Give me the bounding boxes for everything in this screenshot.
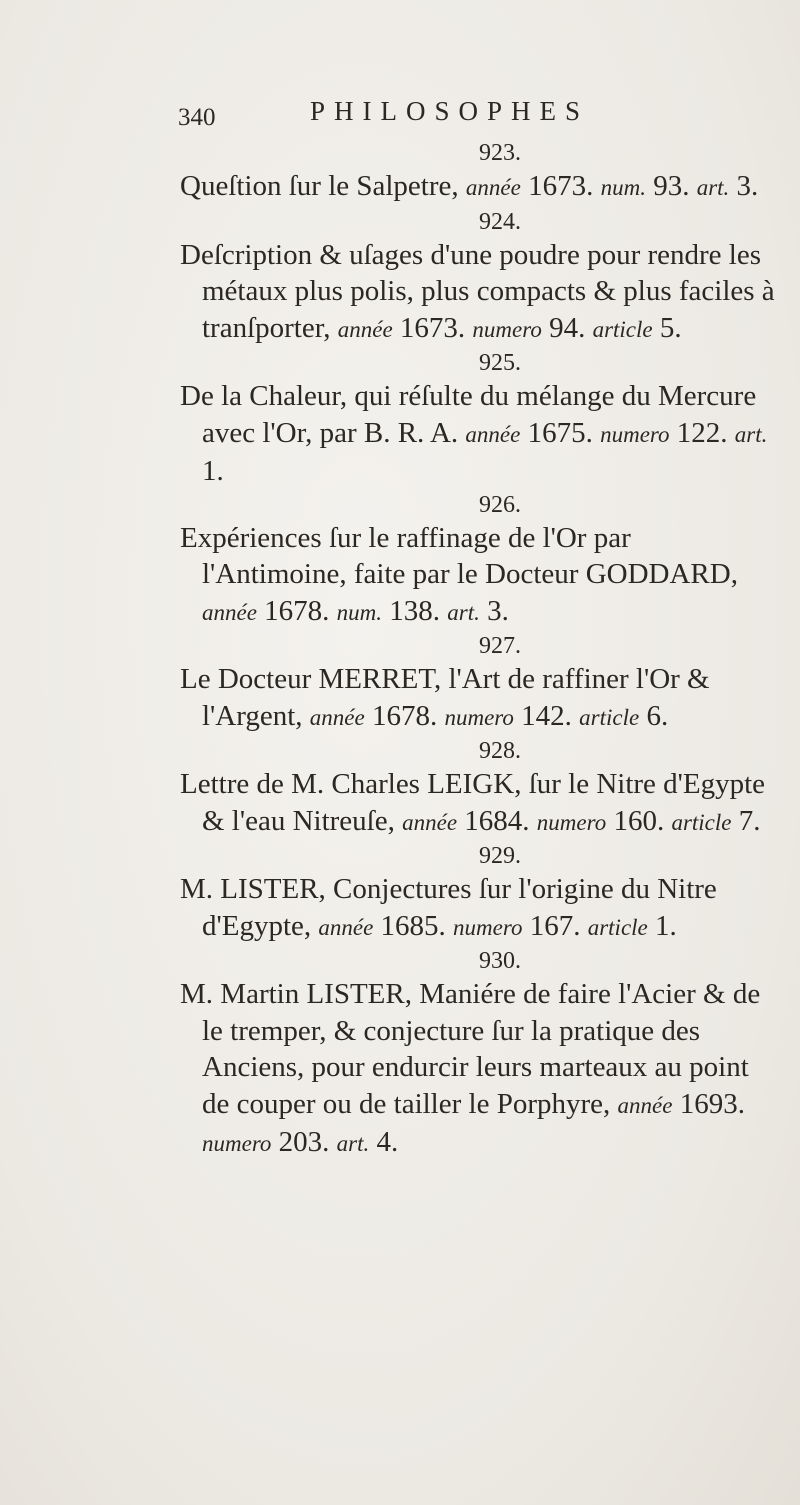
entry-text: Deſcription & uſages d'une poudre pour rendre les métaux plus polis, plus compacts & plus faciles à tranſporter, année 1673. numero 94. article 5. [180, 238, 775, 344]
entry [180, 631, 780, 736]
entry [180, 946, 780, 1163]
entry-number: 926. [479, 491, 521, 518]
entry-text: M. LISTER, Conjectures ſur l'origine du Nitre d'Egypte, année 1685. numero 167. article 1. [180, 873, 717, 942]
entry-number: 925. [479, 350, 521, 376]
entry [180, 207, 780, 349]
entry-text: M. Martin LISTER, Maniére de faire l'Acier & de le tremper, & conjecture ſur la pratique des Anciens, pour endurcir leurs marteaux au point de couper ou de tailler le Porphyre, année 1693. numero 203. art. 4. [180, 978, 761, 1158]
entry-number: 929. [479, 843, 521, 869]
entry [180, 736, 780, 841]
running-title: PHILOSOPHES [310, 96, 590, 126]
entry-text: Lettre de M. Charles LEIGK, ſur le Nitre d'Egypte & l'eau Nitreuſe, année 1684. numero 160. article 7. [180, 768, 766, 837]
entry-number: 930. [479, 948, 521, 974]
entry-text: De la Chaleur, qui réſulte du mélange du Mercure avec l'Or, par B. R. A. année 1675. numero 122. art. 1. [180, 380, 768, 487]
entry-text: Queſtion ſur le Salpetre, année 1673. num. 93. art. 3. [180, 170, 759, 202]
entry-list [180, 138, 780, 1163]
entry-number: 927. [479, 633, 521, 659]
entry-number: 924. [479, 208, 521, 235]
entry [180, 841, 780, 946]
entry-number: 923. [479, 140, 521, 166]
entry-text: Expériences ſur le raffinage de l'Or par l'Antimoine, faite par le Docteur GODDARD, année 1678. num. 138. art. 3. [180, 521, 738, 627]
page-number: 340 [178, 104, 216, 131]
entry [180, 138, 780, 207]
entry [180, 348, 780, 490]
entry-text: Le Docteur MERRET, l'Art de raffiner l'Or & l'Argent, année 1678. numero 142. article 6. [180, 663, 710, 732]
running-head [178, 96, 778, 136]
entry [180, 490, 780, 632]
entry-number: 928. [479, 738, 521, 764]
